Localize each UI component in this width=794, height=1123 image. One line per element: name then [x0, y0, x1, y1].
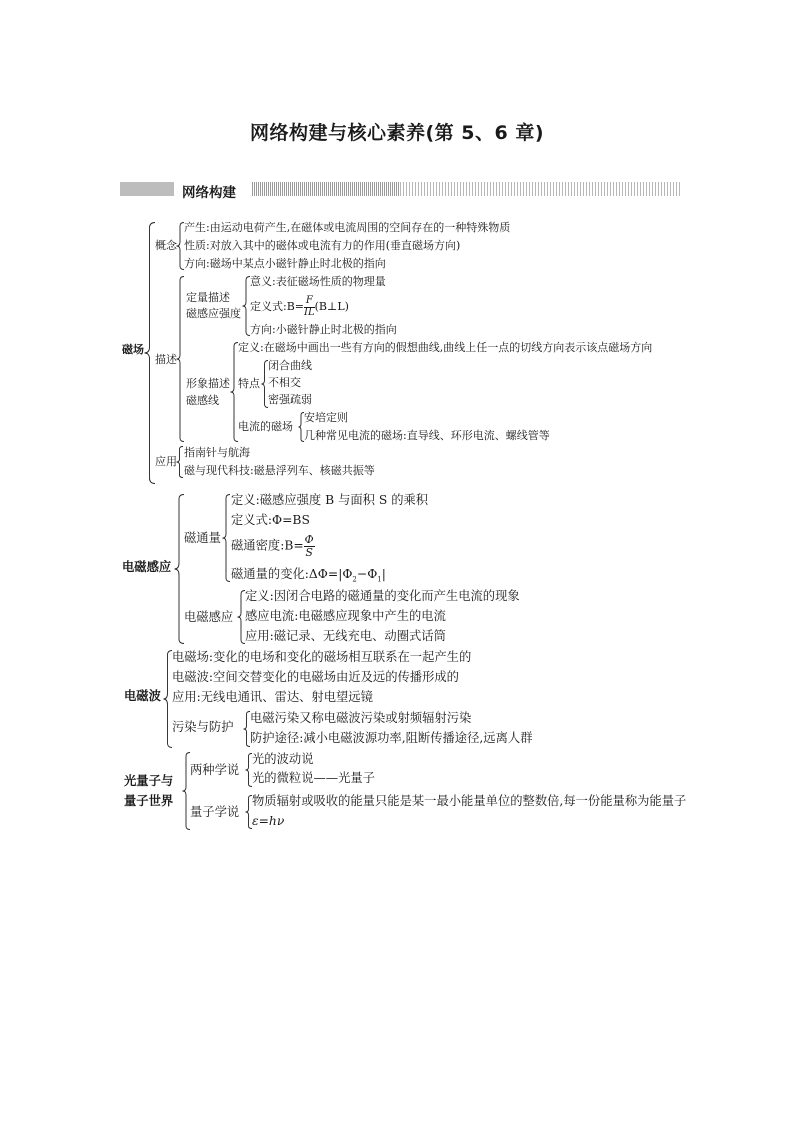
section-header [120, 182, 680, 201]
quantitative-label-2: 磁感应强度 [186, 307, 241, 320]
brace-application [176, 446, 184, 478]
section-bar-solid [120, 182, 174, 196]
application-label: 应用 [155, 455, 177, 468]
ampere-rule: 安培定则 [304, 411, 348, 424]
particle-theory: 光的微粒说——光量子 [252, 771, 375, 785]
flux-change-prefix: 磁通量的变化:ΔΦ=|Φ [231, 567, 353, 581]
flux-change [231, 568, 386, 583]
brace-flux [222, 494, 231, 582]
flux-change-sub2: 2 [352, 575, 357, 584]
flux-density-den: S [305, 545, 313, 559]
features-label: 特点 [238, 377, 260, 390]
flux-change-mid: −Φ [356, 567, 378, 581]
wave-theory: 光的波动说 [252, 752, 314, 766]
flux-formula: 定义式:Φ=BS [231, 513, 310, 527]
b-def-cond: (B⊥L) [314, 300, 349, 313]
feature-density: 密强疏弱 [268, 393, 312, 406]
root-quantum-line-2: 量子世界 [124, 794, 174, 808]
two-theories-label: 两种学说 [190, 763, 240, 777]
em-induction-definition: 定义:因闭合电路的磁通量的变化而产生电流的现象 [245, 589, 520, 603]
b-meaning: 意义:表征磁场性质的物理量 [250, 275, 386, 288]
induction-application: 应用:磁记录、无线充电、动圈式话筒 [245, 629, 446, 643]
app-modern: 磁与现代科技:磁悬浮列车、核磁共振等 [184, 464, 375, 477]
description-label: 描述 [155, 353, 177, 366]
b-def-den: IL [304, 306, 315, 318]
page-title: 网络构建与核心素养(第 5、6 章) [249, 122, 545, 144]
flux-definition: 定义:磁感应强度 B 与面积 S 的乘积 [231, 493, 429, 507]
pollution-label: 污染与防护 [172, 720, 234, 734]
em-wave-definition: 电磁波:空间交替变化的电磁场由近及远的传播形成的 [172, 670, 459, 684]
flux-density-num: Φ [304, 533, 314, 546]
root-em-wave: 电磁波 [124, 689, 161, 703]
common-fields: 几种常见电流的磁场:直导线、环形电流、螺线管等 [304, 429, 550, 442]
em-wave-application: 应用:无线电通讯、雷达、射电望远镜 [172, 690, 373, 704]
root-induction: 电磁感应 [122, 560, 172, 574]
root-magnetic-field: 磁场 [122, 343, 144, 356]
b-direction: 方向:小磁针静止时北极的指向 [250, 323, 397, 336]
em-induction-label: 电磁感应 [184, 610, 234, 624]
b-def-fraction [304, 296, 315, 318]
image-label-1: 形象描述 [186, 377, 230, 390]
quantitative-label-1: 定量描述 [186, 291, 230, 304]
concept-direction: 方向:磁场中某点小磁针静止时北极的指向 [184, 257, 386, 270]
feature-closed: 闭合曲线 [268, 359, 312, 372]
flux-change-sub1: 1 [377, 575, 382, 584]
section-bar-light [400, 182, 680, 196]
quantum-theory-label: 量子学说 [190, 805, 240, 819]
field-line-definition: 定义:在磁场中画出一些有方向的假想曲线,曲线上任一点的切线方向表示该点磁场方向 [238, 341, 653, 354]
brace-description [176, 276, 185, 442]
section-bar-dense [252, 182, 400, 196]
concept-property: 性质:对放入其中的磁体或电流有力的作用(垂直磁场方向) [184, 239, 461, 252]
flux-label: 磁通量 [184, 531, 221, 545]
flux-density-fraction [304, 534, 315, 558]
feature-no-cross: 不相交 [268, 376, 301, 389]
b-def-num: F [305, 295, 313, 306]
protection-text: 防护途径:减小电磁波源功率,阻断传播途径,远离人群 [250, 731, 533, 745]
pollution-text: 电磁污染又称电磁波污染或射频辐射污染 [250, 711, 472, 725]
induced-current: 感应电流:电磁感应现象中产生的电流 [245, 609, 446, 623]
current-field-label: 电流的磁场 [238, 420, 293, 433]
em-field: 电磁场:变化的电场和变化的磁场相互联系在一起产生的 [172, 650, 472, 664]
energy-formula: ε=hν [252, 814, 285, 828]
section-label: 网络构建 [182, 185, 236, 201]
image-label-2: 磁感线 [186, 394, 219, 407]
flux-density-prefix: 磁通密度:B= [231, 538, 304, 553]
app-compass: 指南针与航海 [184, 446, 250, 459]
b-def-prefix: 定义式:B= [250, 300, 305, 313]
quantum-statement: 物质辐射或吸收的能量只能是某一最小能量单位的整数倍,每一份能量称为能量子 [252, 794, 687, 808]
concept-label: 概念 [155, 239, 177, 252]
concept-origin: 产生:由运动电荷产生,在磁体或电流周围的空间存在的一种特殊物质 [184, 221, 511, 234]
root-quantum-line-1: 光量子与 [124, 774, 174, 788]
flux-density [231, 534, 315, 558]
flux-change-end: | [381, 567, 386, 581]
b-definition [250, 296, 349, 318]
